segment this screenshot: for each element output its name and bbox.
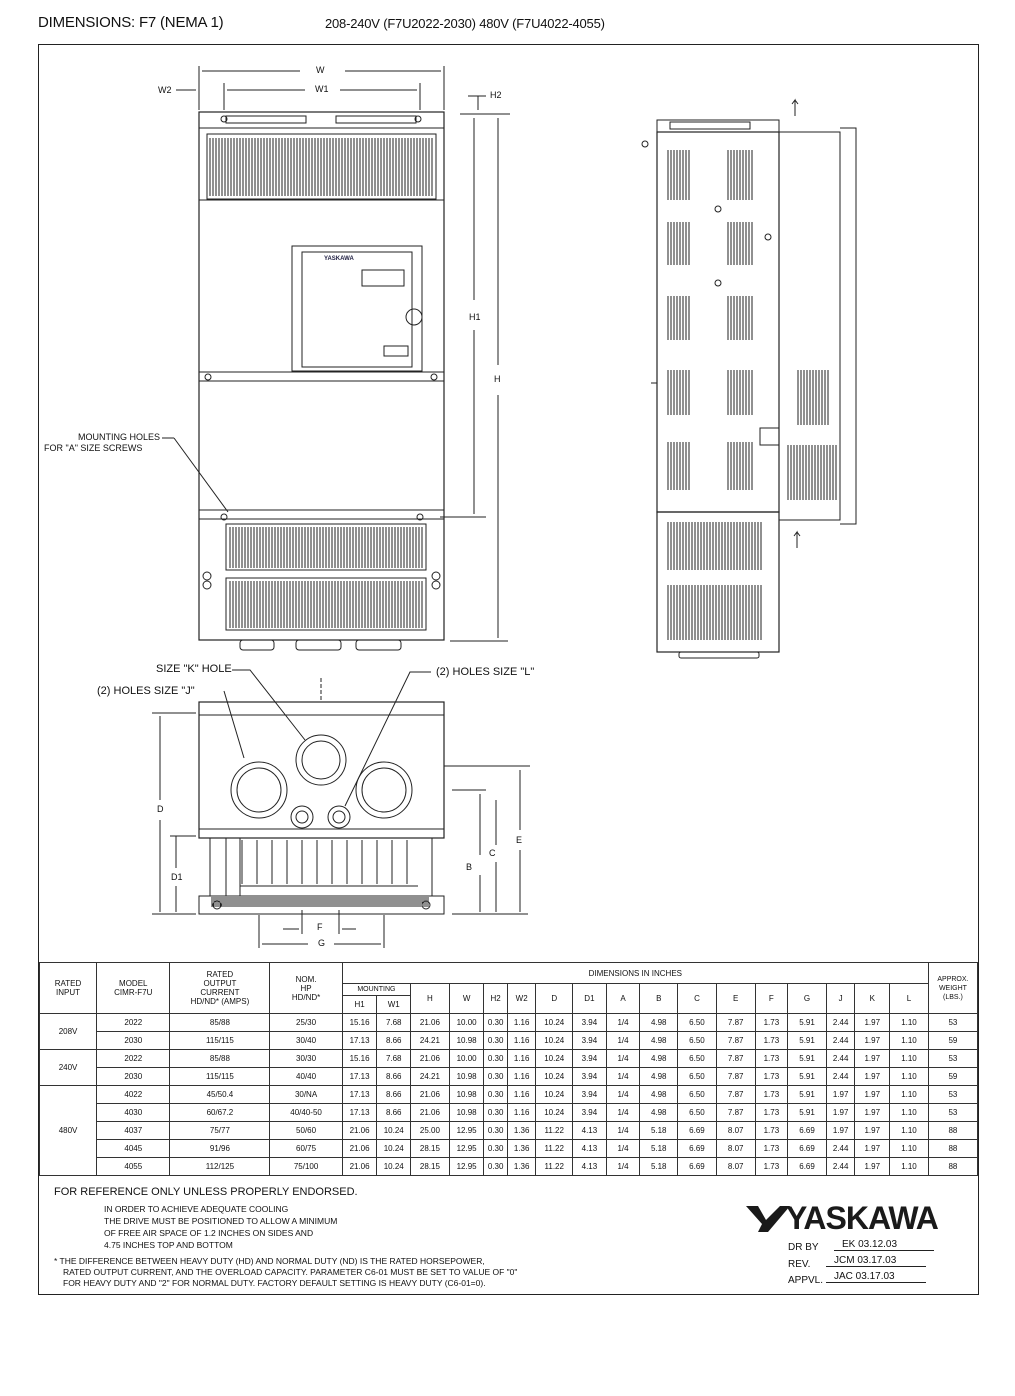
col-d: D xyxy=(536,984,573,1014)
table-cell: 40/40 xyxy=(270,1068,342,1086)
table-cell: 4030 xyxy=(97,1104,170,1122)
table-cell: 4022 xyxy=(97,1086,170,1104)
table-cell: 50/60 xyxy=(270,1122,342,1140)
col-mounting: MOUNTING xyxy=(342,984,410,996)
table-cell: 88 xyxy=(928,1140,977,1158)
voltage-range: 208-240V (F7U2022-2030) 480V (F7U4022-4055) xyxy=(325,16,605,31)
table-cell: 21.06 xyxy=(411,1104,450,1122)
table-cell: 0.30 xyxy=(484,1158,507,1176)
table-cell: 75/100 xyxy=(270,1158,342,1176)
table-cell: 24.21 xyxy=(411,1032,450,1050)
table-cell: 10.24 xyxy=(536,1068,573,1086)
table-cell: 88 xyxy=(928,1158,977,1176)
table-cell: 17.13 xyxy=(342,1086,377,1104)
table-cell: 6.69 xyxy=(788,1140,827,1158)
table-cell: 3.94 xyxy=(573,1050,607,1068)
table-cell: 3.94 xyxy=(573,1068,607,1086)
table-cell: 85/88 xyxy=(170,1014,270,1032)
table-cell: 25.00 xyxy=(411,1122,450,1140)
table-cell: 7.87 xyxy=(716,1068,755,1086)
table-cell: 1.10 xyxy=(890,1050,929,1068)
page-title: DIMENSIONS: F7 (NEMA 1) xyxy=(38,14,224,31)
table-cell: 4.98 xyxy=(640,1104,678,1122)
col-h2: H2 xyxy=(484,984,507,1014)
table-cell: 1.73 xyxy=(755,1014,788,1032)
col-hp: NOM. HP HD/ND* xyxy=(270,963,342,1014)
table-cell: 1.16 xyxy=(507,1068,536,1086)
table-row xyxy=(40,1068,978,1086)
table-cell: 11.22 xyxy=(536,1140,573,1158)
table-cell: 1.10 xyxy=(890,1032,929,1050)
table-cell: 10.00 xyxy=(449,1050,484,1068)
table-cell: 1.97 xyxy=(855,1032,890,1050)
table-cell: 4.98 xyxy=(640,1068,678,1086)
table-cell: 1.36 xyxy=(507,1140,536,1158)
cooling-note-2: THE DRIVE MUST BE POSITIONED TO ALLOW A MINIMUM xyxy=(104,1216,338,1226)
table-cell: 21.06 xyxy=(411,1050,450,1068)
table-cell: 10.98 xyxy=(449,1032,484,1050)
table-cell: 85/88 xyxy=(170,1050,270,1068)
col-b: B xyxy=(640,984,678,1014)
col-weight: APPROX. WEIGHT (LBS.) xyxy=(928,963,977,1014)
table-cell: 7.87 xyxy=(716,1086,755,1104)
table-cell: 2.44 xyxy=(826,1140,855,1158)
dim-e: E xyxy=(516,835,523,845)
table-cell: 24.21 xyxy=(411,1068,450,1086)
col-f: F xyxy=(755,984,788,1014)
dim-d1: D1 xyxy=(171,872,183,882)
size-k-label: SIZE "K" HOLE xyxy=(156,663,232,675)
table-cell: 10.98 xyxy=(449,1104,484,1122)
col-dimensions: DIMENSIONS IN INCHES xyxy=(342,963,928,984)
table-cell: 8.07 xyxy=(716,1140,755,1158)
appvl-value: JAC 03.17.03 xyxy=(826,1271,926,1283)
table-cell: 0.30 xyxy=(484,1014,507,1032)
table-row xyxy=(40,1032,978,1050)
table-cell: 115/115 xyxy=(170,1068,270,1086)
cooling-note-1: IN ORDER TO ACHIEVE ADEQUATE COOLING xyxy=(104,1204,289,1214)
col-current: RATED OUTPUT CURRENT HD/ND* (AMPS) xyxy=(170,963,270,1014)
col-w: W xyxy=(449,984,484,1014)
table-cell: 1.10 xyxy=(890,1086,929,1104)
mounting-holes-line2: FOR "A" SIZE SCREWS xyxy=(44,443,143,453)
table-cell: 2030 xyxy=(97,1068,170,1086)
table-cell: 1.36 xyxy=(507,1158,536,1176)
table-cell: 8.07 xyxy=(716,1122,755,1140)
table-cell: 28.15 xyxy=(411,1158,450,1176)
table-cell: 53 xyxy=(928,1014,977,1032)
table-cell: 4.98 xyxy=(640,1014,678,1032)
table-cell: 7.87 xyxy=(716,1032,755,1050)
table-cell: 10.24 xyxy=(536,1050,573,1068)
table-cell: 1.97 xyxy=(855,1068,890,1086)
table-cell: 2.44 xyxy=(826,1032,855,1050)
col-rated-input: RATED INPUT xyxy=(40,963,97,1014)
table-cell: 53 xyxy=(928,1050,977,1068)
table-cell: 4.98 xyxy=(640,1086,678,1104)
table-cell: 7.87 xyxy=(716,1104,755,1122)
table-cell: 1/4 xyxy=(606,1068,640,1086)
table-cell: 0.30 xyxy=(484,1122,507,1140)
table-cell: 115/115 xyxy=(170,1032,270,1050)
table-cell: 1.16 xyxy=(507,1014,536,1032)
table-cell: 60/67.2 xyxy=(170,1104,270,1122)
col-j: J xyxy=(826,984,855,1014)
table-cell: 6.50 xyxy=(678,1068,717,1086)
table-cell: 30/30 xyxy=(270,1050,342,1068)
col-c: C xyxy=(678,984,717,1014)
table-cell: 5.91 xyxy=(788,1050,827,1068)
table-cell: 7.87 xyxy=(716,1014,755,1032)
table-cell: 6.50 xyxy=(678,1086,717,1104)
rated-input-cell: 480V xyxy=(40,1086,97,1176)
table-cell: 53 xyxy=(928,1104,977,1122)
table-cell: 21.06 xyxy=(342,1158,377,1176)
table-cell: 10.98 xyxy=(449,1086,484,1104)
table-cell: 2022 xyxy=(97,1014,170,1032)
table-cell: 12.95 xyxy=(449,1140,484,1158)
table-cell: 6.69 xyxy=(788,1158,827,1176)
table-cell: 8.07 xyxy=(716,1158,755,1176)
col-h1: H1 xyxy=(342,996,377,1014)
table-cell: 1.10 xyxy=(890,1014,929,1032)
table-cell: 8.66 xyxy=(377,1068,411,1086)
col-w2: W2 xyxy=(507,984,536,1014)
table-cell: 1.73 xyxy=(755,1086,788,1104)
table-cell: 1.73 xyxy=(755,1158,788,1176)
table-row xyxy=(40,1014,978,1032)
table-cell: 0.30 xyxy=(484,1032,507,1050)
table-cell: 3.94 xyxy=(573,1032,607,1050)
table-cell: 1.10 xyxy=(890,1158,929,1176)
table-cell: 4.13 xyxy=(573,1122,607,1140)
table-cell: 5.91 xyxy=(788,1014,827,1032)
table-row xyxy=(40,1104,978,1122)
table-cell: 1.10 xyxy=(890,1104,929,1122)
table-cell: 4037 xyxy=(97,1122,170,1140)
table-cell: 11.22 xyxy=(536,1158,573,1176)
col-d1: D1 xyxy=(573,984,607,1014)
table-cell: 5.18 xyxy=(640,1158,678,1176)
table-cell: 28.15 xyxy=(411,1140,450,1158)
dim-h1: H1 xyxy=(469,312,481,322)
rated-input-cell: 240V xyxy=(40,1050,97,1086)
table-cell: 1.10 xyxy=(890,1122,929,1140)
col-g: G xyxy=(788,984,827,1014)
table-cell: 2.44 xyxy=(826,1050,855,1068)
table-cell: 1.10 xyxy=(890,1140,929,1158)
table-cell: 5.18 xyxy=(640,1140,678,1158)
yaskawa-logo-mark xyxy=(744,1204,792,1234)
dimensions-table xyxy=(39,962,978,1176)
table-cell: 3.94 xyxy=(573,1086,607,1104)
table-row xyxy=(40,1050,978,1068)
table-cell: 1.97 xyxy=(855,1014,890,1032)
table-cell: 1.97 xyxy=(826,1122,855,1140)
table-cell: 7.68 xyxy=(377,1050,411,1068)
table-cell: 1.97 xyxy=(855,1140,890,1158)
table-cell: 5.91 xyxy=(788,1086,827,1104)
table-cell: 1/4 xyxy=(606,1086,640,1104)
dim-d: D xyxy=(157,804,164,814)
table-cell: 21.06 xyxy=(411,1086,450,1104)
reference-note: FOR REFERENCE ONLY UNLESS PROPERLY ENDORSED. xyxy=(54,1186,358,1198)
rev-value: JCM 03.17.03 xyxy=(826,1255,926,1267)
table-cell: 21.06 xyxy=(342,1122,377,1140)
table-cell: 30/NA xyxy=(270,1086,342,1104)
table-cell: 15.16 xyxy=(342,1050,377,1068)
table-cell: 1.97 xyxy=(855,1158,890,1176)
table-cell: 6.69 xyxy=(678,1140,717,1158)
table-cell: 0.30 xyxy=(484,1104,507,1122)
table-cell: 10.98 xyxy=(449,1068,484,1086)
dim-w: W xyxy=(316,65,325,75)
table-cell: 1.16 xyxy=(507,1032,536,1050)
table-cell: 15.16 xyxy=(342,1014,377,1032)
table-cell: 4.13 xyxy=(573,1158,607,1176)
dim-g: G xyxy=(318,938,326,948)
footnote-3: FOR HEAVY DUTY AND "2" FOR NORMAL DUTY. FACTORY DEFAULT SETTING IS HEAVY DUTY (C6-01=0). xyxy=(63,1278,486,1288)
table-cell: 8.66 xyxy=(377,1086,411,1104)
table-cell: 10.24 xyxy=(536,1014,573,1032)
dim-b: B xyxy=(466,862,473,872)
table-cell: 53 xyxy=(928,1086,977,1104)
table-cell: 1.73 xyxy=(755,1122,788,1140)
table-cell: 40/40-50 xyxy=(270,1104,342,1122)
table-cell: 1.73 xyxy=(755,1050,788,1068)
table-cell: 1.97 xyxy=(855,1104,890,1122)
table-cell: 21.06 xyxy=(411,1014,450,1032)
table-cell: 10.24 xyxy=(377,1140,411,1158)
col-e: E xyxy=(716,984,755,1014)
table-cell: 1/4 xyxy=(606,1104,640,1122)
table-cell: 6.69 xyxy=(678,1122,717,1140)
table-cell: 6.50 xyxy=(678,1032,717,1050)
table-cell: 3.94 xyxy=(573,1014,607,1032)
table-cell: 2.44 xyxy=(826,1068,855,1086)
table-cell: 59 xyxy=(928,1068,977,1086)
table-cell: 2.44 xyxy=(826,1158,855,1176)
table-cell: 21.06 xyxy=(342,1140,377,1158)
appvl-label: APPVL. xyxy=(788,1275,824,1286)
table-row xyxy=(40,1158,978,1176)
col-w1: W1 xyxy=(377,996,411,1014)
table-cell: 75/77 xyxy=(170,1122,270,1140)
dim-h2: H2 xyxy=(490,90,502,100)
table-cell: 1.36 xyxy=(507,1122,536,1140)
table-cell: 6.69 xyxy=(788,1122,827,1140)
dim-h: H xyxy=(494,374,501,384)
table-cell: 5.91 xyxy=(788,1032,827,1050)
table-cell: 1.97 xyxy=(855,1050,890,1068)
table-cell: 7.68 xyxy=(377,1014,411,1032)
table-row xyxy=(40,1086,978,1104)
table-cell: 1/4 xyxy=(606,1050,640,1068)
col-k: K xyxy=(855,984,890,1014)
front-badge: YASKAWA xyxy=(324,256,354,262)
dim-c: C xyxy=(489,848,496,858)
table-cell: 2.44 xyxy=(826,1014,855,1032)
table-cell: 1.97 xyxy=(855,1122,890,1140)
table-cell: 1/4 xyxy=(606,1140,640,1158)
table-cell: 91/96 xyxy=(170,1140,270,1158)
table-cell: 0.30 xyxy=(484,1086,507,1104)
holes-j-label: (2) HOLES SIZE "J" xyxy=(97,685,195,697)
table-cell: 2022 xyxy=(97,1050,170,1068)
dr-by-value: EK 03.12.03 xyxy=(834,1239,934,1251)
table-cell: 25/30 xyxy=(270,1014,342,1032)
table-cell: 12.95 xyxy=(449,1122,484,1140)
table-cell: 4045 xyxy=(97,1140,170,1158)
table-cell: 6.50 xyxy=(678,1104,717,1122)
table-cell: 17.13 xyxy=(342,1032,377,1050)
table-cell: 1.97 xyxy=(826,1104,855,1122)
dim-w2: W2 xyxy=(158,85,172,95)
table-cell: 8.66 xyxy=(377,1032,411,1050)
table-cell: 17.13 xyxy=(342,1104,377,1122)
table-cell: 30/40 xyxy=(270,1032,342,1050)
table-cell: 5.18 xyxy=(640,1122,678,1140)
dim-w1: W1 xyxy=(315,84,329,94)
table-cell: 1.73 xyxy=(755,1140,788,1158)
table-cell: 1/4 xyxy=(606,1158,640,1176)
dim-f: F xyxy=(317,922,323,932)
table-cell: 4.98 xyxy=(640,1032,678,1050)
table-cell: 17.13 xyxy=(342,1068,377,1086)
table-cell: 4.98 xyxy=(640,1050,678,1068)
col-l: L xyxy=(890,984,929,1014)
yaskawa-logo: YASKAWA xyxy=(786,1200,938,1236)
table-cell: 60/75 xyxy=(270,1140,342,1158)
table-cell: 3.94 xyxy=(573,1104,607,1122)
table-cell: 0.30 xyxy=(484,1140,507,1158)
table-cell: 8.66 xyxy=(377,1104,411,1122)
table-row xyxy=(40,1140,978,1158)
col-model: MODEL CIMR-F7U xyxy=(97,963,170,1014)
col-h: H xyxy=(411,984,450,1014)
table-cell: 4055 xyxy=(97,1158,170,1176)
table-cell: 5.91 xyxy=(788,1068,827,1086)
table-cell: 10.24 xyxy=(536,1086,573,1104)
table-cell: 1.73 xyxy=(755,1032,788,1050)
table-cell: 6.69 xyxy=(678,1158,717,1176)
table-cell: 1/4 xyxy=(606,1122,640,1140)
table-cell: 1.73 xyxy=(755,1068,788,1086)
table-cell: 1.16 xyxy=(507,1104,536,1122)
table-cell: 1/4 xyxy=(606,1032,640,1050)
table-cell: 6.50 xyxy=(678,1050,717,1068)
footnote-1: * THE DIFFERENCE BETWEEN HEAVY DUTY (HD) AND NORMAL DUTY (ND) IS THE RATED HORSEPOWER, xyxy=(54,1256,485,1266)
table-cell: 1.16 xyxy=(507,1050,536,1068)
table-cell: 4.13 xyxy=(573,1140,607,1158)
col-a: A xyxy=(606,984,640,1014)
table-cell: 12.95 xyxy=(449,1158,484,1176)
rev-label: REV. xyxy=(788,1259,811,1270)
table-row xyxy=(40,1122,978,1140)
table-cell: 112/125 xyxy=(170,1158,270,1176)
table-cell: 45/50.4 xyxy=(170,1086,270,1104)
cooling-note-3: OF FREE AIR SPACE OF 1.2 INCHES ON SIDES AND xyxy=(104,1228,314,1238)
rated-input-cell: 208V xyxy=(40,1014,97,1050)
table-cell: 0.30 xyxy=(484,1050,507,1068)
cooling-note-4: 4.75 INCHES TOP AND BOTTOM xyxy=(104,1240,233,1250)
table-cell: 1.73 xyxy=(755,1104,788,1122)
footnote-2: RATED OUTPUT CURRENT, AND THE OVERLOAD CAPACITY. PARAMETER C6-01 MUST BE SET TO VALUE OF "0" xyxy=(63,1267,518,1277)
table-cell: 1.16 xyxy=(507,1086,536,1104)
table-cell: 88 xyxy=(928,1122,977,1140)
holes-l-label: (2) HOLES SIZE "L" xyxy=(436,666,535,678)
table-cell: 59 xyxy=(928,1032,977,1050)
table-cell: 10.24 xyxy=(536,1032,573,1050)
table-cell: 7.87 xyxy=(716,1050,755,1068)
table-cell: 10.24 xyxy=(377,1122,411,1140)
table-cell: 1/4 xyxy=(606,1014,640,1032)
table-cell: 2030 xyxy=(97,1032,170,1050)
table-cell: 1.97 xyxy=(855,1086,890,1104)
table-cell: 10.00 xyxy=(449,1014,484,1032)
table-cell: 5.91 xyxy=(788,1104,827,1122)
table-cell: 10.24 xyxy=(377,1158,411,1176)
table-cell: 1.97 xyxy=(826,1086,855,1104)
table-cell: 6.50 xyxy=(678,1014,717,1032)
table-cell: 10.24 xyxy=(536,1104,573,1122)
table-cell: 11.22 xyxy=(536,1122,573,1140)
mounting-holes-line1: MOUNTING HOLES xyxy=(78,432,161,442)
dr-by-label: DR BY xyxy=(788,1242,819,1253)
table-cell: 0.30 xyxy=(484,1068,507,1086)
table-cell: 1.10 xyxy=(890,1068,929,1086)
